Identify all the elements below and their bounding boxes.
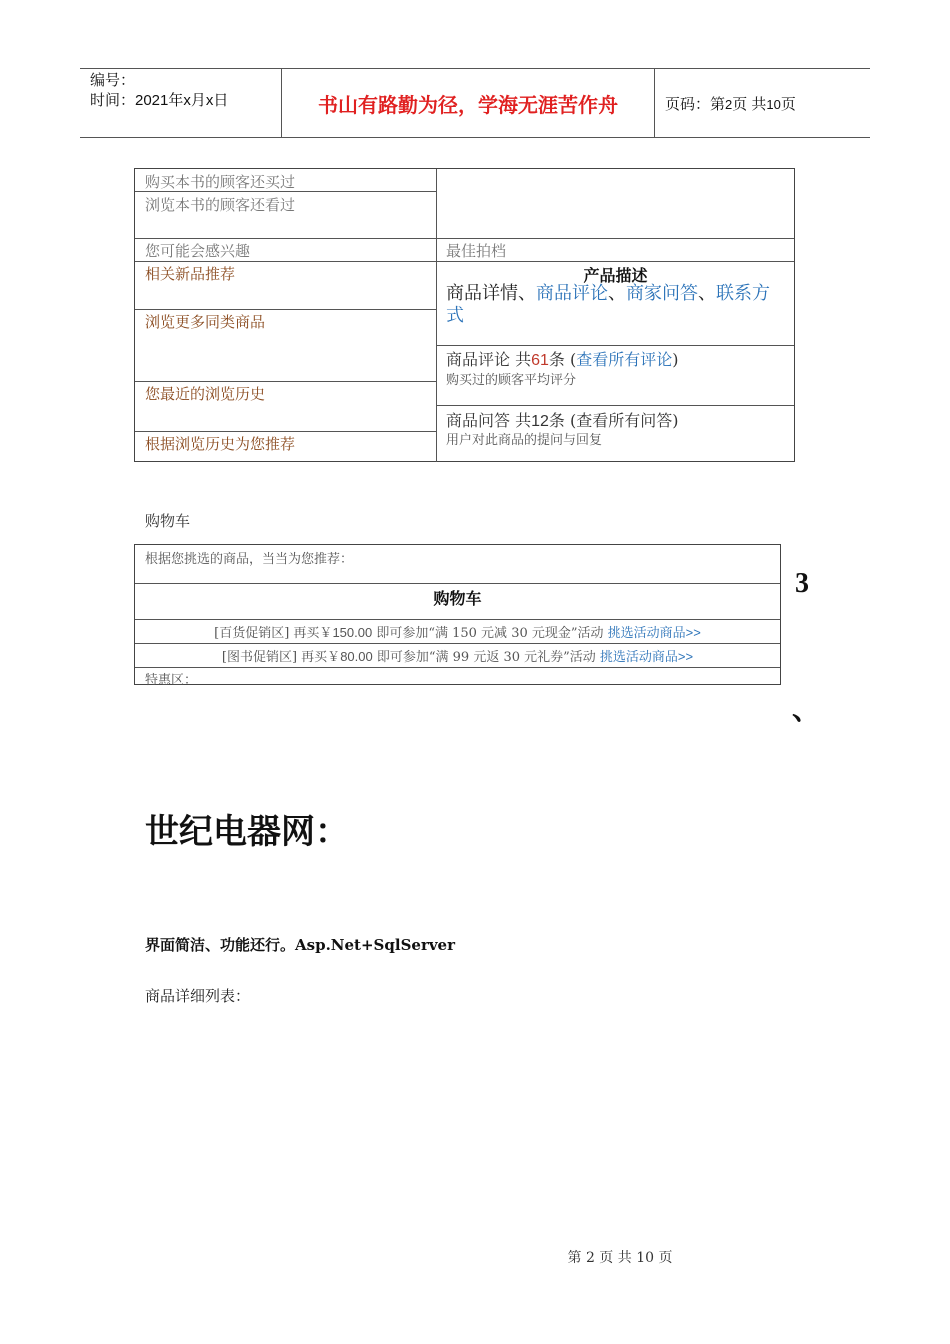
reviews-tab-link[interactable]: 商品评论 — [536, 283, 608, 304]
header-meta — [90, 71, 228, 111]
qa-summary — [446, 408, 678, 431]
choose-promo-items-link[interactable]: 挑选活动商品>> — [607, 625, 701, 640]
promo-text: [百货促销区] 再买￥ — [214, 626, 333, 641]
product-desc-links — [446, 283, 776, 327]
qa-tab-link[interactable]: 商家问答 — [626, 283, 698, 304]
special-zone-label: 特惠区： — [145, 673, 198, 688]
section-mark: 、 — [792, 693, 821, 726]
review-close: ) — [672, 350, 679, 369]
promo-text: 即可参加“满 99 元返 30 元礼券”活动 — [372, 650, 600, 665]
header-motto: 书山有路勤为径，学海无涯苦作舟 — [318, 93, 618, 117]
page-total: 10 — [766, 97, 781, 112]
qa-unit[interactable]: 条 (查看所有问答) — [548, 411, 679, 430]
history-recommend-link[interactable]: 根据浏览历史为您推荐 — [145, 435, 296, 453]
table-divider — [135, 431, 436, 432]
cart-table — [134, 544, 781, 688]
table-divider — [135, 643, 780, 644]
qa-label: 商品问答 共 — [446, 411, 532, 430]
section-summary: 界面简洁、功能还行。Asp.Net+SqlServer — [145, 936, 456, 954]
promo-row — [135, 646, 780, 665]
section-title: 世纪电器网： — [145, 812, 349, 852]
doc-number-label: 编号： — [90, 72, 136, 89]
cart-recommend-label: 根据您挑选的商品，当当为您推荐： — [145, 552, 354, 567]
review-unit: 条 ( — [548, 350, 577, 369]
promo-amount: 150.00 — [332, 625, 373, 640]
also-viewed-label: 浏览本书的顾客还看过 — [145, 196, 296, 214]
section-number: 3 — [795, 568, 809, 599]
qa-count: 12 — [531, 413, 549, 430]
page-label-post: 页 — [780, 96, 796, 113]
best-combo-label: 最佳拍档 — [446, 242, 507, 260]
table-divider — [135, 619, 780, 620]
desc-detail-text: 商品详情、 — [446, 283, 536, 304]
product-layout-table — [134, 168, 795, 462]
table-divider — [135, 309, 436, 310]
separator: 、 — [608, 283, 626, 304]
page-current: 2 — [725, 97, 733, 112]
table-divider — [135, 261, 794, 262]
table-divider — [135, 238, 794, 239]
date-label: 时间：2021年x月x日 — [90, 92, 229, 109]
qa-subtitle: 用户对此商品的提问与回复 — [446, 433, 603, 448]
may-like-label: 您可能会感兴趣 — [145, 242, 251, 260]
choose-promo-items-link[interactable]: 挑选活动商品>> — [599, 649, 694, 664]
table-divider — [436, 345, 794, 346]
product-list-label: 商品详细列表： — [145, 987, 251, 1005]
page-footer: 第 2 页 共 10 页 — [567, 1250, 673, 1266]
review-subtitle: 购买过的顾客平均评分 — [446, 373, 577, 388]
page-label-pre: 页码：第 — [665, 96, 726, 113]
cart-title: 购物车 — [433, 591, 482, 608]
page-header — [80, 68, 870, 138]
review-count: 61 — [531, 352, 549, 369]
page-indicator — [665, 93, 796, 114]
promo-text: 即可参加“满 150 元减 30 元现金”活动 — [372, 626, 608, 641]
product-desc-title: 产品描述 — [583, 268, 648, 285]
promo-amount: 80.00 — [340, 649, 373, 664]
recent-history-link[interactable]: 您最近的浏览历史 — [145, 385, 266, 403]
table-divider — [436, 169, 437, 462]
browse-more-link[interactable]: 浏览更多同类商品 — [145, 313, 266, 331]
header-divider — [654, 69, 655, 137]
table-divider — [436, 405, 794, 406]
table-divider — [135, 381, 436, 382]
view-all-reviews-link[interactable]: 查看所有评论 — [576, 350, 673, 369]
table-divider — [135, 667, 780, 668]
table-divider — [135, 583, 780, 584]
cart-heading: 购物车 — [145, 512, 191, 530]
also-bought-label: 购买本书的顾客还买过 — [145, 173, 296, 191]
contact-tab-link[interactable]: 联系方式 — [446, 283, 770, 326]
page-label-mid: 页 共 — [732, 96, 767, 113]
separator: 、 — [698, 283, 716, 304]
review-summary — [446, 347, 679, 370]
new-recommend-link[interactable]: 相关新品推荐 — [145, 265, 236, 283]
review-label: 商品评论 共 — [446, 350, 532, 369]
promo-text: [图书促销区] 再买￥ — [221, 650, 341, 665]
promo-row — [135, 622, 780, 641]
